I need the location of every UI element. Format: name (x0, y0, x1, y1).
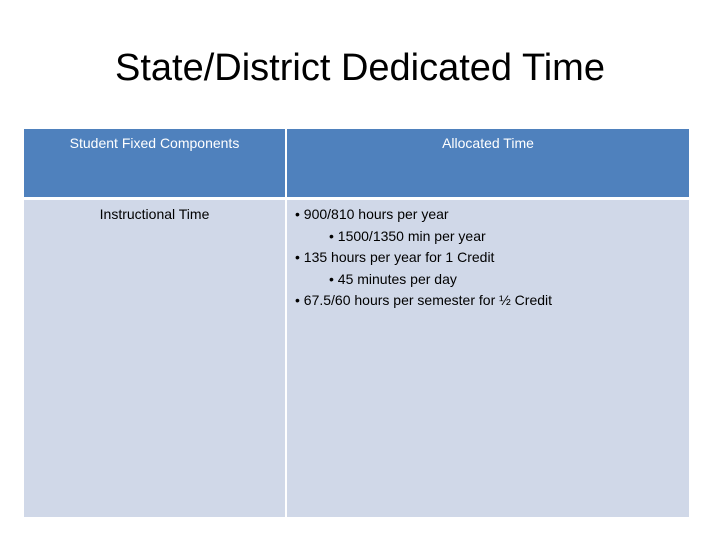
row-instructional-time-label: Instructional Time (24, 200, 285, 517)
allocated-line-hours-per-year: • 900/810 hours per year (295, 206, 449, 222)
allocated-line-min-per-year: • 1500/1350 min per year (329, 227, 486, 244)
allocated-line-hours-per-semester: • 67.5/60 hours per semester for ½ Credit (295, 292, 553, 308)
header-allocated-time: Allocated Time (287, 129, 689, 197)
allocated-line-hours-per-credit: • 135 hours per year for 1 Credit (295, 249, 495, 265)
allocated-line-minutes-per-day: • 45 minutes per day (329, 270, 457, 287)
time-table (24, 129, 689, 517)
header-student-fixed-components: Student Fixed Components (24, 129, 285, 197)
slide-title: State/District Dedicated Time (115, 47, 605, 89)
row-instructional-time-allocated (287, 200, 689, 517)
